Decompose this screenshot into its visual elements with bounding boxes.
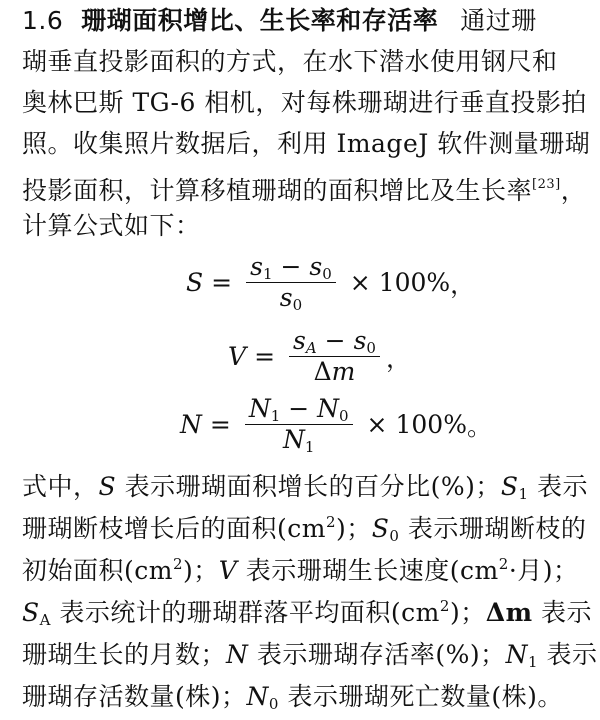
intro-line-3: 奥林巴斯 TG-6 相机，对每株珊瑚进行垂直投影拍 [22,88,587,117]
explain-line-2: 珊瑚断枝增长后的面积$(cm^2)$；$S_0$ 表示珊瑚断枝的 [22,513,587,545]
formula-1-end: ， [450,269,476,299]
formula-1-eq: = [211,268,233,297]
formula-2-fraction [289,326,380,387]
intro-line-4: 照。收集照片数据后，利用 ImageJ 软件测量珊瑚 [22,129,591,158]
formula-1-pct: 100% [378,268,451,297]
formula-growth-rate [228,326,411,387]
section-number: 1.6 [22,6,64,35]
intro-line-5-text: 投影面积，计算移植珊瑚的面积增比及生长率 [22,176,533,205]
section-heading-line [22,4,582,38]
section-title: 珊瑚面积增比、生长率和存活率 [81,6,439,35]
formula-2-eq: = [254,342,276,371]
formula-1-lhs: S [186,268,204,297]
formula-1-numerator: $s_1 - s_0$ [250,252,332,283]
formula-3-pct: 100% [395,410,467,439]
formula-3-times: × [366,410,388,439]
formula-2-lhs: V [228,342,247,371]
explain-line-4: $S_A$ 表示统计的珊瑚群落平均面积$(cm^2)$；Δm 表示 [22,597,593,629]
intro-line-6: 计算公式如下： [22,211,201,240]
formula-area-increase [186,252,475,313]
explain-line-6: 珊瑚存活数量(株)；$N_0$ 表示珊瑚死亡数量(株)。 [22,682,563,713]
intro-line-2: 瑚垂直投影面积的方式，在水下潜水使用钢尺和 [22,47,558,76]
explain-line-1: 式中，S 表示珊瑚面积增长的百分比(%)；$S_1$ 表示 [22,472,589,503]
citation-ref: [23] [532,177,561,192]
intro-text: 通过珊 [460,6,537,35]
intro-line-5-end: ， [560,176,587,205]
formula-2-end: ， [385,343,411,373]
formula-1-times: × [349,268,371,297]
formula-2-denominator: Δm [313,357,356,386]
formula-3-lhs: N [180,410,202,439]
intro-line-5 [22,168,587,208]
formula-2-numerator: $s_A - s_0$ [293,326,376,357]
explain-line-3: 初始面积$(cm^2)$；V 表示珊瑚生长速度($cm^2\cdot$月)； [22,555,579,585]
formula-1-fraction [246,252,336,313]
formula-survival-rate [180,394,492,455]
formula-1-denominator: $s_0$ [279,283,303,314]
formula-3-end: 。 [466,411,492,441]
formula-3-numerator: $N_1 - N_0$ [248,394,349,425]
formula-3-denominator: $N_1$ [282,425,315,456]
formula-3-fraction [245,394,353,455]
formula-3-eq: = [209,410,231,439]
explain-line-5: 珊瑚生长的月数；N 表示珊瑚存活率(%)；$N_1$ 表示 [22,640,598,671]
